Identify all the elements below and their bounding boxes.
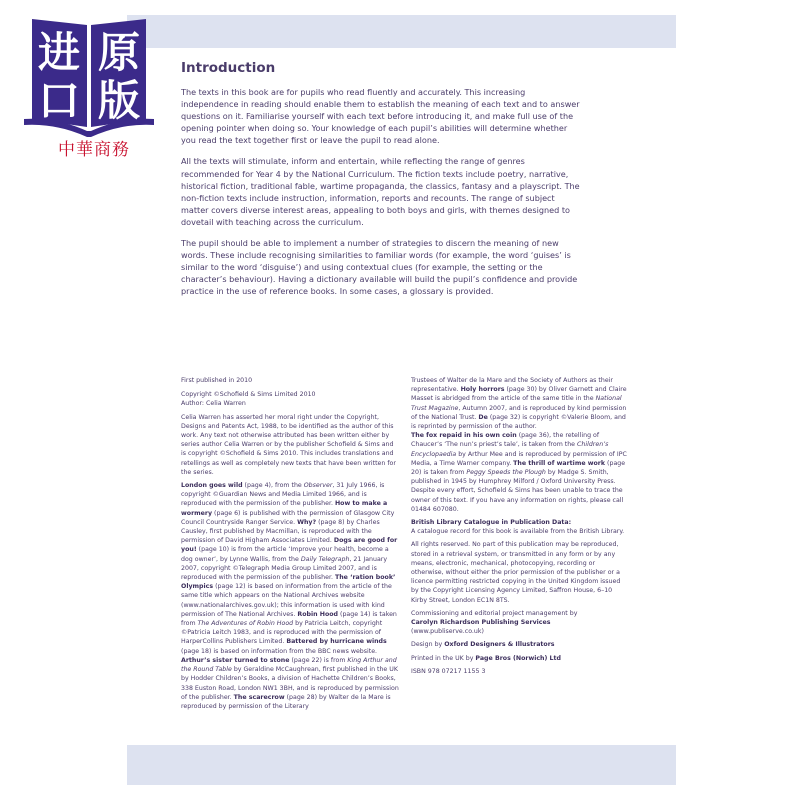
commission-url: (www.publiserve.co.uk) bbox=[411, 628, 484, 636]
intro-paragraph: The texts in this book are for pupils who read fluently and accurately. This increasing independence in reading should enable them to establish the meaning of each text and to answer questions on it. Familiarise yourself with each text before introducing it, and make full use of the opening pointer when doing so. Your knowledge of each pupil’s abilities will determine whether you read the text together first or leave the pupil to read alone. bbox=[181, 87, 580, 146]
source-title: King Arthur and the Round Table bbox=[181, 656, 397, 674]
print-line: Printed in the UK by Page Bros (Norwich) Ltd bbox=[411, 654, 561, 662]
first-published: First published in 2010 bbox=[181, 377, 253, 384]
isbn: ISBN 978 07217 1155 3 bbox=[411, 667, 486, 675]
svg-text:进: 进 bbox=[37, 28, 81, 77]
ack-title: Holy horrors bbox=[460, 386, 505, 394]
copyright-right-column bbox=[411, 376, 627, 680]
ack-title: The ‘ration book’ Olympics bbox=[181, 574, 396, 591]
source-title: Children’s Encyclopaedia bbox=[411, 441, 609, 458]
intro-title: Introduction bbox=[181, 60, 276, 76]
source-title: National Trust Magazine bbox=[411, 395, 622, 412]
introduction-section bbox=[181, 60, 581, 307]
ack-title: Arthur’s sister turned to stone bbox=[181, 656, 290, 664]
ack-title: How to make a wormery bbox=[181, 500, 388, 517]
catalogue-title: British Library Catalogue in Publication Data: bbox=[411, 519, 572, 527]
copyright-line: Copyright ©Schofield & Sims Limited 2010 bbox=[181, 391, 316, 399]
commission-line: Commissioning and editorial project management by bbox=[411, 609, 578, 617]
ack-title: The scarecrow bbox=[233, 693, 285, 701]
source-title: Daily Telegraph bbox=[300, 555, 350, 563]
ack-title: London goes wild bbox=[181, 482, 243, 490]
ack-title: Robin Hood bbox=[297, 610, 339, 618]
ack-title: Why? bbox=[297, 518, 317, 526]
rights-reserved: All rights reserved. No part of this publication may be reproduced, stored in a retrieval system, or transmitted in any form or by any means, electronic, mechanical, photocopying, recording or otherwise, without either the prior permission of the publisher or a licence permitting restricted copying in the United Kingdom issued by the Copyright Licensing Agency Limited, Saffron House, 6–10 Kirby Street, London EC1N 8TS. bbox=[411, 541, 621, 604]
source-title: Observer bbox=[303, 482, 333, 490]
svg-text:版: 版 bbox=[97, 76, 141, 125]
design-line: Design by Oxford Designers & Illustrators bbox=[411, 641, 555, 649]
ack-title: Battered by hurricane winds bbox=[286, 638, 387, 646]
catalogue-text: A catalogue record for this book is available from the British Library. bbox=[411, 528, 625, 536]
acknowledgements-right: Trustees of Walter de la Mare and the Society of Authors as their representative. Holy horrors (page 30) by Oliver Garnett and Claire Masset is abridged from the article of the same title in the National Trust Magazine, Autumn 2007, and is reproduced by kind permission of the National Trust. De (page 32) is copyright ©Valerie Bloom, and is reprinted by permission of the author. The fox repaid in his own coin (page 36), the retelling of Chaucer’s ‘The nun’s priest’s tale’, is taken from the Children’s Encyclopaedia by Arthur Mee and is reproduced by permission of IPC Media, a Time Warner company. The thrill of wartime work (page 20) is taken from Peggy Speeds the Plough by Madge S. Smith, published in 1945 by Humphrey Milford / Oxford University Press. Despite every effort, Schofield & Sims has been unable to trace the owner of this text. If you have any information on rights, please call 01484 607080. bbox=[411, 377, 627, 513]
ack-title: De bbox=[478, 413, 488, 421]
header-band bbox=[127, 15, 676, 48]
ack-title: Dogs are good for you! bbox=[181, 537, 398, 554]
acknowledgements-left: London goes wild (page 4), from the Observer, 31 July 1966, is copyright ©Guardian News and Media Limited 1966, and is reproduced with the permission of the publisher. How to make a wormery (page 6) is published with the permission of Glasgow City Council Countryside Ranger Service. Why? (page 8) by Charles Causley, first published by Macmillan, is reproduced with the permission of David Higham Associates Limited. Dogs are good for you! (page 10) is from the article ‘Improve your health, become a dog owner’, by Lynne Wallis, from the Daily Telegraph, 21 January 2007, copyright ©Telegraph Media Group Limited 2007, and is reproduced with the permission of the publisher. The ‘ration book’ Olympics (page 12) is based on information from the article of the same title which appears on the National Archives website (www.nationalarchives.gov.uk); this information is used with kind permission of The National Archives. Robin Hood (page 14) is taken from The Adventures of Robin Hood by Patricia Leitch, copyright ©Patricia Leitch 1983, and is reproduced with the permission of HarperCollins Publishers Limited. Battered by hurricane winds (page 18) is based on information from the BBC news website. Arthur’s sister turned to stone (page 22) is from King Arthur and the Round Table by Geraldine McCaughrean, first published in the UK by Hodder Children’s Books, a division of Hachette Children’s Books, 338 Euston Road, London NW1 3BH, and is reproduced by permission of the publisher. The scarecrow (page 28) by Walter de la Mare is reproduced by permission of the Literary bbox=[181, 482, 399, 710]
source-title: Peggy Speeds the Plough bbox=[466, 469, 546, 477]
ack-title: The thrill of wartime work bbox=[513, 459, 606, 467]
moral-rights: Celia Warren has asserted her moral right under the Copyright, Designs and Patents Act, 1988, to be identified as the author of this work. Any text not otherwise attributed has been written either by series author Celia Warren or by the publisher Schofield & Sims and is copyright ©Schofield & Sims 2010. This includes translations and retellings as well as completely new texts that have been written for the series. bbox=[181, 413, 396, 476]
footer-band bbox=[127, 745, 676, 785]
intro-paragraph: The pupil should be able to implement a number of strategies to discern the meaning of new words. These include recognising similarities to familiar words (for example, the word ‘guises’ is similar to the word ‘disguise’) and using contextual clues (for example, the setting or the character’s behaviour). Having a dictionary available will build the pupil’s confidence and provide practice in the use of reference books. In some cases, a glossary is provided. bbox=[181, 238, 578, 297]
intro-paragraph: All the texts will stimulate, inform and entertain, while reflecting the range of genres recommended for Year 4 by the National Curriculum. The fiction texts include poetry, narrative, historical fiction, traditional fable, wartime propaganda, the classics, fantasy and a playscript. The non-fiction texts include instruction, information, reports and recounts. The range of subject matter covers diverse interest areas, appealing to both boys and girls, with themes designed to dovetail with teaching across the curriculum. bbox=[181, 156, 580, 227]
svg-text:原: 原 bbox=[97, 28, 141, 77]
ack-title: The fox repaid in his own coin bbox=[411, 432, 517, 440]
commission-name: Carolyn Richardson Publishing Services bbox=[411, 619, 551, 627]
logo-caption: 中華商務 bbox=[58, 140, 130, 160]
source-title: The Adventures of Robin Hood bbox=[197, 620, 294, 628]
copyright-left-column bbox=[181, 376, 399, 715]
author-line: Author: Celia Warren bbox=[181, 400, 246, 408]
svg-text:口: 口 bbox=[37, 76, 81, 125]
